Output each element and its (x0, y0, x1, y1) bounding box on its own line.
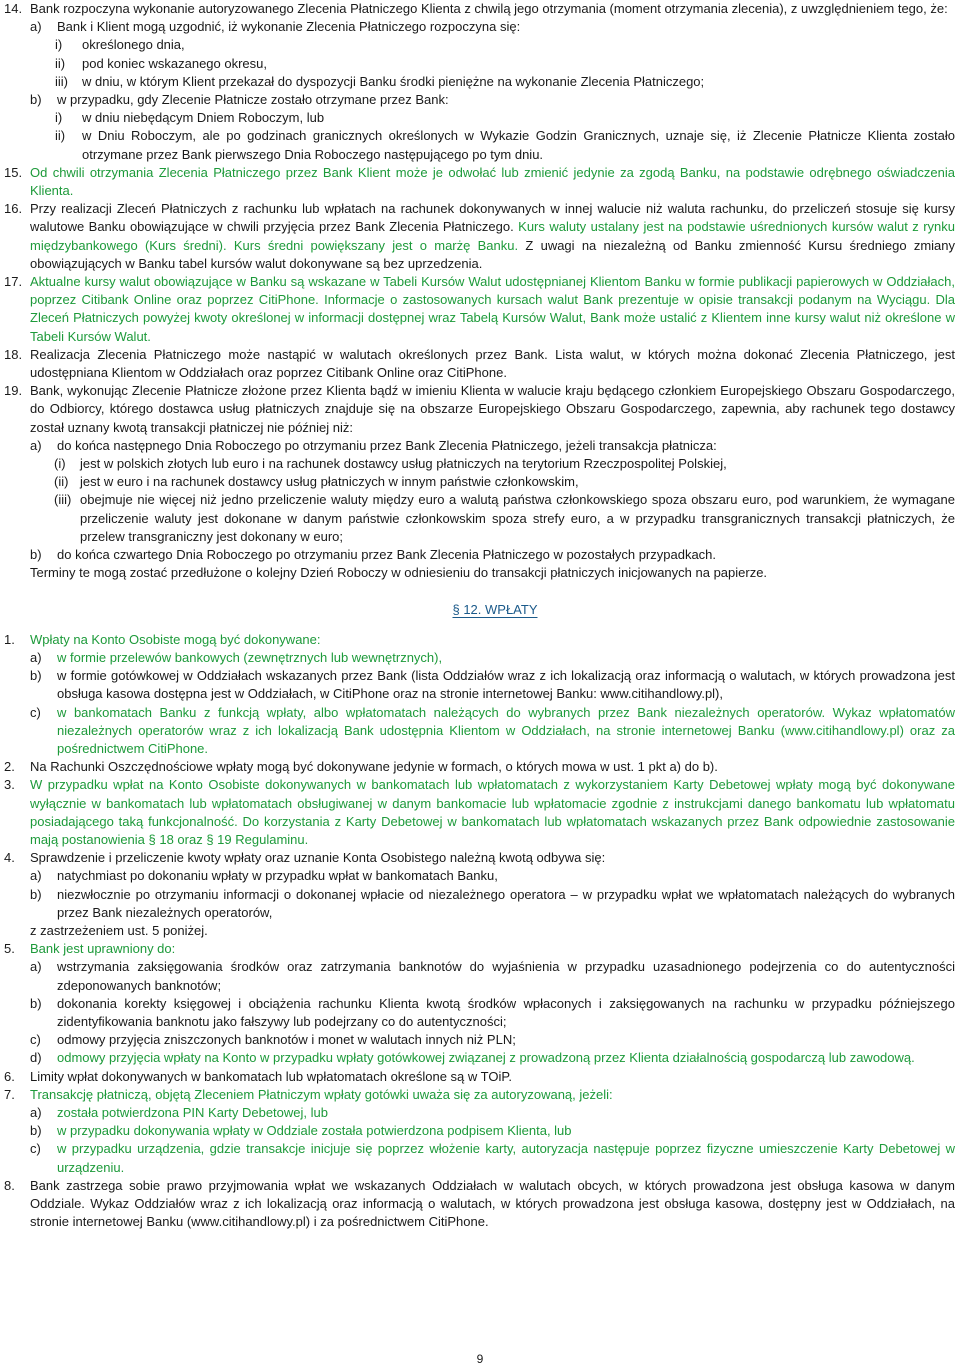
subpoint-text: określonego dnia, (82, 37, 185, 53)
subpoint-label: b) (30, 886, 42, 902)
wplaty-clause-4 (0, 849, 955, 940)
subpoint-label: d) (30, 1050, 42, 1066)
subpoint-a (30, 437, 955, 455)
subpoint-a (30, 649, 955, 667)
subpoint-c (30, 1031, 955, 1049)
clause-17 (0, 273, 955, 346)
clause-text-part: Przy realizacji Zleceń Płatniczych z rachunku lub wpłatach na rachunek dokonywanych w innej walucie niż waluta rachunku, do przeliczeń stosuje się kursy walutowe Banku obowiązujące w chwili przyjęcia przez Bank Zlecenia Płatniczego. (30, 201, 955, 235)
subpoint-text: pod koniec wskazanego okresu, (82, 55, 268, 71)
wplaty-clause-3 (0, 776, 955, 849)
subpoint-b (30, 995, 955, 1031)
subpoint-a (30, 18, 955, 36)
clause-number: 6. (4, 1068, 15, 1084)
clause-text: W przypadku wpłat na Konto Osobiste dokonywanych w bankomatach lub wpłatomatach z wykorzystaniem Karty Debetowej wpłaty mogą być dokonywane wyłącznie w bankomatach lub wpłatomatach obsługiwanej w danym bankomacie lub wpłatomacie zgodnie z instrukcjami danego bankomatu lub wpłatomatu posiadającego taką funkcjonalność. Do korzystania z Karty Debetowej w bankomatach lub wpłatomatach wskazanych przez Bank odpowiednie zastosowanie mają postanowienia § 18 oraz § 19 Regulaminu. (30, 777, 955, 847)
clause-text (30, 200, 955, 273)
clause-18 (0, 346, 955, 382)
clause-number: 2. (4, 759, 15, 775)
subpoint-a (30, 1104, 955, 1122)
subpoint-label: b) (30, 547, 42, 563)
subpoint-text: w przypadku dokonywania wpłaty w Oddziale została potwierdzona podpisem Klienta, lub (57, 1123, 572, 1139)
clause-text: Na Rachunki Oszczędnościowe wpłaty mogą być dokonywane jedynie w formach, o których mowa w ust. 1 pkt a) do b). (30, 759, 718, 775)
clause-14 (0, 0, 955, 164)
subpoint-b (30, 667, 955, 703)
subpoint-a-ii (30, 473, 955, 491)
subpoint-a-ii (30, 55, 955, 73)
clause-19 (0, 382, 955, 582)
clause-number: 19. (4, 383, 23, 399)
subpoint-text: w Dniu Roboczym, ale po godzinach granicznych określonych w Wykazie Godzin Granicznych, uznaje się, iż Zlecenie Płatnicze Klienta zostało otrzymane przez Bank pierwszego Dnia Roboczego następującego po tym dniu. (82, 128, 955, 162)
clause-text: Aktualne kursy walut obowiązujące w Banku są wskazane w Tabeli Kursów Walut udostępnianej Klientom Banku w formie publikacji papierowych w Oddziałach, poprzez Citibank Online oraz poprzez CitiPhone. Informacje o zastosowanych kursach walut Bank prezentuje w opisie transakcji podanym na Wyciągu. Dla Zleceń Płatniczych powyżej kwoty określonej w informacji dostępnej wraz Tabelą Kursów Walut, Bank może ustalić z Klientem inne kursy walut niż określone w Tabeli Kursów Walut. (30, 274, 955, 344)
clause-text: Wpłaty na Konto Osobiste mogą być dokonywane: (30, 631, 321, 647)
wplaty-clause-6 (0, 1068, 955, 1086)
wplaty-clause-7 (0, 1086, 955, 1177)
wplaty-clause-5 (0, 940, 955, 1067)
clause-text: Sprawdzenie i przeliczenie kwoty wpłaty oraz uznanie Konta Osobistego należną kwotą odbywa się: (30, 850, 606, 866)
clause-tail-text: Terminy te mogą zostać przedłużone o kolejny Dzień Roboczy w odniesieniu do transakcji płatniczych inicjowanych na papierze. (30, 565, 768, 581)
clause-text: Bank, wykonując Zlecenie Płatnicze złożone przez Klienta bądź w imieniu Klienta w walucie kraju będącego członkiem Europejskiego Obszaru Gospodarczego, do Odbiorcy, którego dostawca usług płatniczych znajduje się na obszarze Europejskiego Obszaru Gospodarczego, zapewnia, aby rachunek tego dostawcy został uznany kwotą transakcji płatniczej nie później niż: (30, 383, 955, 435)
subpoint-label: a) (30, 19, 42, 35)
wplaty-clause-1 (0, 631, 955, 758)
clause-number: 14. (4, 1, 23, 16)
subpoint-label: b) (30, 995, 42, 1011)
subpoint-label: (iii) (54, 492, 72, 508)
subpoint-text: w formie przelewów bankowych (zewnętrznych lub wewnętrznych), (57, 649, 443, 665)
subpoint-label: (ii) (54, 474, 69, 490)
clause-text: Realizacja Zlecenia Płatniczego może nastąpić w walutach określonych przez Bank. Lista walut, w których można dokonać Zlecenia Płatniczego, jest udostępniana Klientom w Oddziałach oraz poprzez Citibank Online oraz CitiPhone. (30, 346, 955, 381)
subpoint-label: iii) (55, 73, 68, 89)
subpoint-label: a) (30, 437, 42, 453)
subpoint-text: w dniu, w którym Klient przekazał do dyspozycji Banku środki pieniężne na wykonanie Zlecenia Płatniczego; (82, 73, 705, 89)
subpoint-text: do końca czwartego Dnia Roboczego po otrzymaniu przez Bank Zlecenia Płatniczego w pozostałych przypadkach. (57, 547, 717, 563)
subpoint-label: c) (30, 704, 41, 720)
subpoint-c (30, 704, 955, 759)
subpoint-text: natychmiast po dokonaniu wpłaty w przypadku wpłat w bankomatach Banku, (57, 868, 498, 884)
subpoint-a (30, 958, 955, 994)
subpoint-text: w przypadku, gdy Zlecenie Płatnicze zostało otrzymane przez Bank: (57, 92, 449, 108)
subpoint-label: a) (30, 649, 42, 665)
subpoint-b (30, 546, 955, 564)
subpoint-text: w przypadku urządzenia, gdzie transakcje inicjuje się poprzez włożenie karty, autoryzacja następuje poprzez fizyczne umieszczenie Karty Debetowej w urządzeniu. (57, 1141, 955, 1175)
clause-number: 15. (4, 164, 23, 180)
clause-number: 1. (4, 631, 15, 647)
subpoint-text: Bank i Klient mogą uzgodnić, iż wykonanie Zlecenia Płatniczego rozpoczyna się: (57, 19, 521, 35)
subpoint-text: jest w euro i na rachunek dostawcy usług płatniczych w innym państwie członkowskim, (80, 474, 579, 490)
clause-text: Bank jest uprawniony do: (30, 941, 176, 957)
subpoint-label: c) (30, 1141, 41, 1157)
clause-16 (0, 200, 955, 273)
clause-text: Limity wpłat dokonywanych w bankomatach lub wpłatomatach określone są w TOiP. (30, 1068, 512, 1084)
subpoint-text: w bankomatach Banku z funkcją wpłaty, albo wpłatomatach należących do wybranych przez Bank niezależnych operatorów. Wykaz wpłatomatów niezależnych operatorów wraz z ich lokalizacją Bank udostępnia Klientom w Oddziałach, na stronie internetowej Banku (www.citihandlowy.pl) oraz za pośrednictwem CitiPhone. (57, 704, 955, 756)
wplaty-clause-8 (0, 1177, 955, 1232)
clause-number: 8. (4, 1177, 15, 1193)
section-heading: § 12. WPŁATY (452, 601, 538, 617)
clause-number: 18. (4, 346, 23, 362)
subpoint-label: a) (30, 959, 42, 975)
subpoint-label: ii) (55, 55, 66, 71)
page-number: 9 (476, 1352, 484, 1366)
subpoint-text: została potwierdzona PIN Karty Debetowej, lub (57, 1104, 328, 1120)
subpoint-b-ii (30, 127, 955, 163)
subpoint-label: a) (30, 1104, 42, 1120)
subpoint-label: b) (30, 1123, 42, 1139)
clause-text: Od chwili otrzymania Zlecenia Płatniczego przez Bank Klient może je odwołać lub zmienić jedynie za zgodą Banku, na podstawie odrębnego oświadczenia Klienta. (30, 164, 955, 199)
clause-text-part: Z uwagi na niezależną od Banku zmienność Kursu średniego zmiany obowiązujących w Banku tabel kursów walut dokonywane są bez uprzedzenia. (30, 237, 955, 271)
clause-number: 16. (4, 201, 23, 217)
wplaty-clause-2 (0, 758, 955, 776)
clause-number: 7. (4, 1086, 15, 1102)
clause-tail-text: z zastrzeżeniem ust. 5 poniżej. (30, 922, 208, 938)
subpoint-b (30, 91, 955, 109)
subpoint-text: niezwłocznie po otrzymaniu informacji o dokonanej wpłacie od niezależnego operatora – w przypadku wpłat we wpłatomatach należących do wybranych przez Bank niezależnych operatorów, (57, 886, 955, 920)
subpoint-b (30, 886, 955, 922)
clause-number: 5. (4, 941, 15, 957)
subpoint-label: c) (30, 1032, 41, 1048)
subpoint-label: b) (30, 668, 42, 684)
subpoint-label: i) (55, 37, 63, 53)
subpoint-text: w dniu niebędącym Dniem Roboczym, lub (82, 110, 325, 126)
subpoint-label: a) (30, 868, 42, 884)
subpoint-a-i (30, 455, 955, 473)
subpoint-b (30, 1122, 955, 1140)
subpoint-text: do końca następnego Dnia Roboczego po otrzymaniu przez Bank Zlecenia Płatniczego, jeżeli transakcja płatnicza: (57, 437, 717, 453)
clause-text: Transakcję płatniczą, objętą Zleceniem Płatniczym wpłaty gotówki uważa się za autoryzowaną, jeżeli: (30, 1086, 613, 1102)
subpoint-a-iii (30, 73, 955, 91)
subpoint-c (30, 1140, 955, 1176)
clause-number: 17. (4, 274, 23, 290)
clause-number: 4. (4, 850, 15, 866)
subpoint-text: w formie gotówkowej w Oddziałach wskazanych przez Bank (lista Oddziałów wraz z ich lokalizacją oraz informacją o walutach, w których prowadzona jest obsługa kasowa dostępna jest w Oddziałach, w CitiPhone oraz na stronie internetowej Banku: www.citihandlowy.pl), (57, 668, 955, 702)
subpoint-label: b) (30, 92, 42, 108)
clause-15 (0, 164, 955, 200)
subpoint-label: i) (55, 110, 63, 126)
subpoint-text: odmowy przyjęcia wpłaty na Konto w przypadku wpłaty gotówkowej związanej z prowadzoną przez Klienta działalnością gospodarczą lub zawodową. (57, 1050, 915, 1066)
clause-text: Bank zastrzega sobie prawo przyjmowania wpłat we wskazanych Oddziałach w walutach obcych, w których prowadzona jest obsługa kasowa w danym Oddziale. Wykaz Oddziałów wraz z ich lokalizacją oraz informacją o walutach, w których prowadzona jest obsługa kasowa, dostępny jest w Oddziałach, na stronie internetowej Banku (www.citihandlowy.pl) i za pośrednictwem CitiPhone. (30, 1177, 955, 1230)
subpoint-text: jest w polskich złotych lub euro i na rachunek dostawcy usług płatniczych na terytorium Rzeczpospolitej Polskiej, (80, 456, 727, 472)
subpoint-label: (i) (54, 456, 66, 472)
subpoint-text: dokonania korekty księgowej i obciążenia rachunku Klienta kwotą środków wpłaconych i zaksięgowanych na rachunku w przypadku późniejszego zidentyfikowania banknotu jako fałszywy lub podejrzany co do autentyczności; (57, 995, 955, 1029)
subpoint-text: odmowy przyjęcia zniszczonych banknotów i monet w walutach innych niż PLN; (57, 1032, 516, 1048)
subpoint-b-i (30, 109, 955, 127)
clause-number: 3. (4, 777, 15, 793)
clause-text-part-amended: Kurs waluty ustalany jest na podstawie uśrednionych kursów walut z rynku międzybankowego (Kurs średni). Kurs średni powiększany jest o marżę Banku. (30, 219, 955, 253)
subpoint-a (30, 867, 955, 885)
subpoint-label: ii) (55, 128, 66, 144)
clause-text: Bank rozpoczyna wykonanie autoryzowanego Zlecenia Płatniczego Klienta z chwilą jego otrzymania (moment otrzymania zlecenia), z uwzględnieniem tego, że: (30, 1, 948, 16)
subpoint-a-iii (30, 491, 955, 546)
subpoint-text: wstrzymania zaksięgowania środków oraz zatrzymania banknotów do wyjaśnienia w przypadku uzasadnionego podejrzenia co do autentyczności zdeponowanych banknotów; (57, 959, 955, 993)
subpoint-a-i (30, 36, 955, 54)
subpoint-text: obejmuje nie więcej niż jedno przeliczenie waluty między euro a walutą państwa członkowskiego spoza obszaru euro, pod warunkiem, że wymagane przeliczenie waluty jest dokonane w danym państwie członkowskim spoza strefy euro, a w przypadku transgranicznych transakcji płatniczych, że przelew transgraniczny jest dokonany w euro; (80, 492, 955, 544)
subpoint-d (30, 1049, 955, 1067)
